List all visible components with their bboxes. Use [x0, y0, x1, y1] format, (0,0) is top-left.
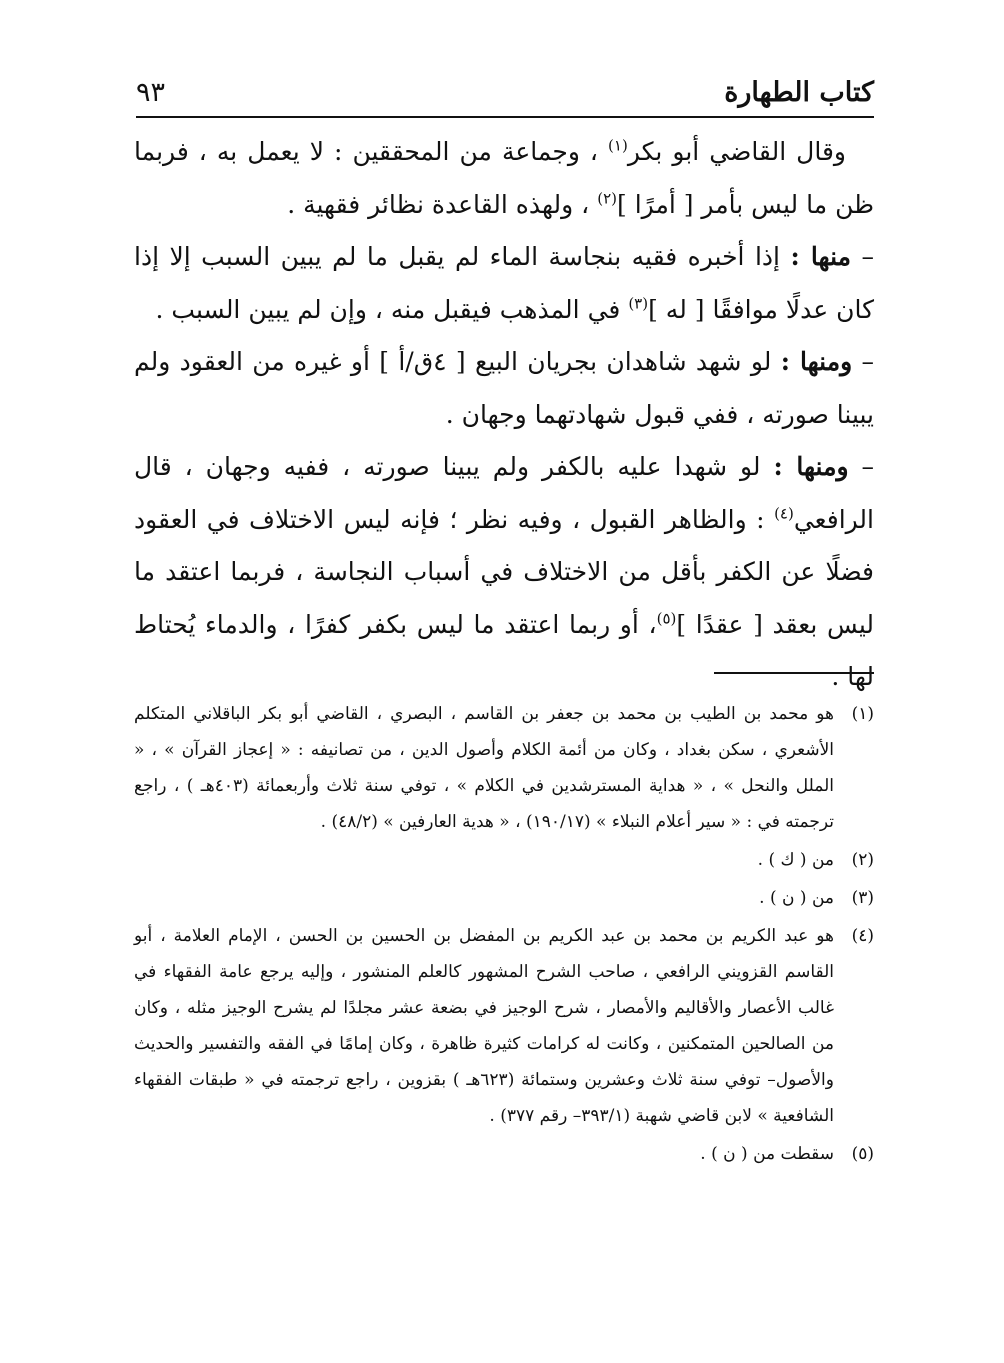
paragraph-1 — [134, 126, 874, 231]
footnote-number: (٢) — [851, 850, 874, 870]
footnote-1 — [134, 696, 874, 840]
footnotes — [134, 696, 874, 1174]
paragraph-text: لو شهدا عليه بالكفر ولم يبينا صورته ، ففيه وجهان ، قال الرافعي — [134, 452, 874, 534]
paragraph-4 — [134, 441, 874, 704]
item-lead-word: منها : — [790, 242, 852, 271]
footnote-marker-2: (٢) — [597, 189, 617, 208]
paragraph-text: ، ولهذه القاعدة نظائر فقهية . — [287, 189, 590, 219]
footnote-text: هو عبد الكريم بن محمد بن عبد الكريم بن المفضل بن الحسين بن الحسن ، الإمام العلامة ، أبو القاسم القزويني الرافعي ، صاحب الشرح المشهور كالعلم المنشور ، وإليه يرجع عامة الفقهاء في غالب الأعصار والأقاليم والأمصار ، شرح الوجيز في بضعة عشر مجلدًا لم يشرح الوجيز مثله ، وكان من الصالحين المتمكنين ، وكانت له كرامات كثيرة ظاهرة ، وكان إمامًا في الفقه والتفسير والحديث والأصول– توفي سنة ثلاث وعشرين وستمائة (٦٢٣هـ ) بقزوين ، راجع ترجمته في « طبقات الفقهاء الشافعية » لابن قاضي شهبة (٣٩٣/١– رقم ٣٧٧) . — [134, 926, 834, 1126]
item-lead-word: ومنها : — [773, 452, 849, 481]
footnote-5 — [134, 1136, 874, 1172]
footnote-separator — [714, 672, 874, 674]
paragraph-text: إذا أخبره فقيه بنجاسة الماء لم يقبل ما لم يبين السبب إلا إذا كان عدلًا موافقًا [ له ] — [134, 242, 874, 324]
paragraph-text: : والظاهر القبول ، وفيه نظر ؛ فإنه ليس الاختلاف في العقود فضلًا عن الكفر بأقل من الاختلاف في أسباب النجاسة ، فربما اعتقد ما ليس بعقد [ عقدًا ] — [134, 504, 874, 639]
item-lead-word: ومنها : — [780, 347, 853, 376]
page-number: ٩٣ — [136, 77, 166, 108]
footnote-4 — [134, 918, 874, 1134]
item-dash: – — [848, 452, 874, 481]
footnote-text: من ( ك ) . — [757, 850, 834, 870]
footnote-number: (١) — [851, 704, 874, 724]
footnote-number: (٤) — [851, 926, 874, 946]
paragraph-text: ، وجماعة من المحققين : لا يعمل به ، فربما ظن ما ليس بأمر [ أمرًا ] — [134, 137, 874, 219]
item-dash: – — [852, 347, 875, 376]
footnote-text: سقطت من ( ن ) . — [700, 1144, 834, 1164]
paragraph-text: وقال القاضي أبو بكر — [627, 137, 846, 166]
footnote-marker-5: (٥) — [656, 609, 677, 628]
paragraph-text: ، أو ربما اعتقد ما ليس بكفر كفرًا ، والدماء يُحتاط لها . — [134, 609, 874, 691]
footnote-number: (٣) — [851, 888, 874, 908]
footnote-marker-1: (١) — [608, 136, 628, 155]
paragraph-text: لو شهد شاهدان بجريان البيع [ ٤ق/أ ] أو غيره من العقود ولم يبينا صورته ، ففي قبول شهادتهما وجهان . — [134, 347, 874, 429]
paragraph-2 — [134, 231, 874, 336]
running-head-title: كتاب الطهارة — [724, 77, 874, 108]
footnote-2 — [134, 842, 874, 878]
footnote-3 — [134, 880, 874, 916]
footnote-text: من ( ن ) . — [759, 888, 834, 908]
footnote-number: (٥) — [851, 1144, 874, 1164]
footnote-marker-4: (٤) — [774, 504, 794, 523]
page-header — [136, 60, 874, 118]
item-dash: – — [851, 242, 874, 271]
footnote-marker-3: (٣) — [628, 294, 649, 313]
paragraph-3 — [134, 336, 874, 441]
footnote-text: هو محمد بن الطيب بن محمد بن جعفر بن القاسم ، البصري ، القاضي أبو بكر الباقلاني المتكلم الأشعري ، سكن بغداد ، وكان من أئمة الكلام وأصول الدين ، من تصانيفه : « إعجاز القرآن » ، « الملل والنحل » ، « هداية المسترشدين في الكلام » ، توفي سنة ثلاث وأربعمائة (٤٠٣هـ ) ، راجع ترجمته في : « سير أعلام النبلاء » (١٩٠/١٧) ، « هدية العارفين » (٤٨/٢) . — [134, 704, 834, 832]
paragraph-text: في المذهب فيقبل منه ، وإن لم يبين السبب . — [155, 294, 629, 324]
main-text — [134, 126, 874, 704]
